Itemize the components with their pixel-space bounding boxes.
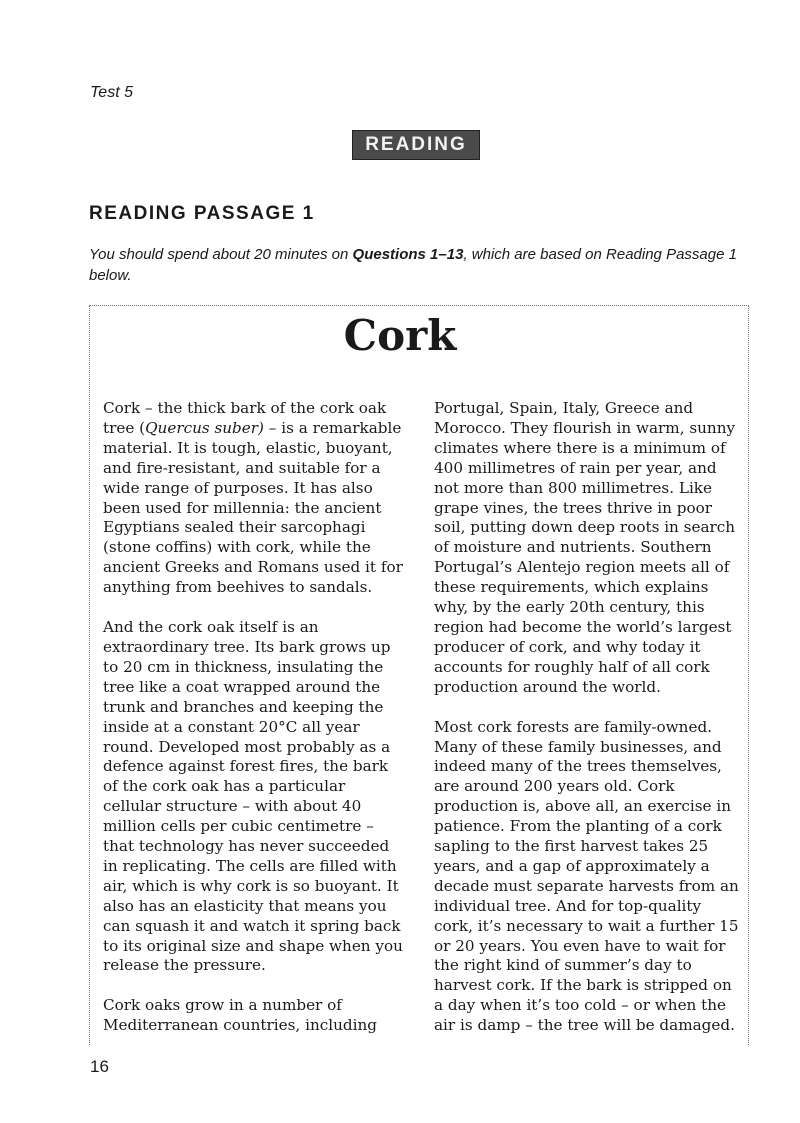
- page-number: 16: [90, 1057, 109, 1076]
- paragraph: Cork oaks grow in a number of Mediterranean countries, including: [103, 996, 377, 1035]
- paragraph: And the cork oak itself is an extraordinary tree. Its bark grows up to 20 cm in thickness, insulating the tree like a coat wrapped around the trunk and branches and keeping the inside at a constant 20°C all year round. Developed most probably as a defence against forest fires, the bark of the cork oak has a particular cellular structure – with about 40 million cells per cubic centimetre – that technology has never succeeded in replicating. The cells are filled with air, which is why cork is so buoyant. It also has an elasticity that means you can squash it and watch it spring back to its original size and shape when you release the pressure.: [103, 618, 403, 975]
- paragraph: Most cork forests are family-owned. Many of these family businesses, and indeed many of the trees themselves, are around 200 years old. Cork production is, above all, an exercise in patience. From the planting of a cork sapling to the first harvest takes 25 years, and a gap of approximately a decade must separate harvests from an individual tree. And for top-quality cork, it’s necessary to wait a further 15 or 20 years. You even have to wait for the right kind of summer’s day to harvest cork. If the bark is stripped on a day when it’s too cold – or when the air is damp – the tree will be damaged.: [434, 717, 739, 1035]
- passage-right-column: [434, 399, 739, 1056]
- paragraph: Portugal, Spain, Italy, Greece and Morocco. They flourish in warm, sunny climates where there is a minimum of 400 millimetres of rain per year, and not more than 800 millimetres. Like grape vines, the trees thrive in poor soil, putting down deep roots in search of moisture and nutrients. Southern Portugal’s Alentejo region meets all of these requirements, which explains why, by the early 20th century, this region had become the world’s largest producer of cork, and why today it accounts for roughly half of all cork production around the world.: [434, 399, 736, 696]
- instructions: [89, 244, 749, 286]
- instructions-post: , which are based on Reading Passage 1 below.: [89, 246, 737, 284]
- latin-name: Quercus suber): [145, 418, 264, 437]
- passage-heading: READING PASSAGE 1: [89, 203, 315, 224]
- section-banner-label: READING: [365, 134, 467, 155]
- section-banner: [352, 130, 480, 160]
- paragraph-lead: Cork – the thick bark of the cork oak tree (: [103, 399, 387, 437]
- paragraph-rest: – is a remarkable material. It is tough, elastic, buoyant, and fire-resistant, and suitable for a wide range of purposes. It has also been used for millennia: the ancient Egyptians sealed their sarcophagi (stone coffins) with cork, while the ancient Greeks and Romans used it for anything from beehives to sandals.: [103, 418, 403, 597]
- instructions-pre: You should spend about 20 minutes on: [89, 246, 353, 263]
- passage-left-column: [103, 399, 403, 1056]
- running-head: Test 5: [90, 84, 133, 101]
- instructions-questions: Questions 1–13: [352, 246, 464, 263]
- passage-title: Cork: [343, 311, 457, 360]
- paragraph: [103, 399, 403, 598]
